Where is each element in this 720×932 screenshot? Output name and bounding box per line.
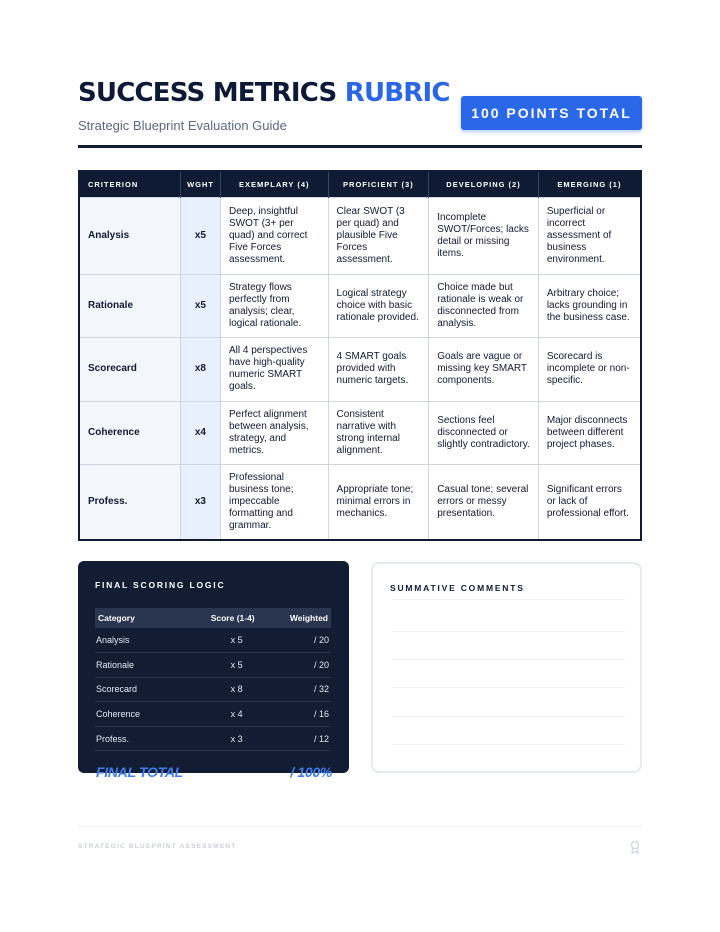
developing-cell: Sections feel disconnected or slightly contradictory.: [429, 401, 539, 464]
column-header: EXEMPLARY (4): [221, 171, 329, 197]
table-row: [79, 274, 641, 337]
proficient-cell: Clear SWOT (3 per quad) and plausible Five Forces assessment.: [328, 197, 429, 274]
comment-line: [392, 744, 625, 745]
criterion-cell: Rationale: [79, 274, 181, 337]
comment-line: [392, 599, 625, 600]
criterion-cell: Profess.: [79, 464, 181, 540]
category-cell: Analysis: [95, 628, 174, 653]
column-header: DEVELOPING (2): [429, 171, 539, 197]
comment-line: [392, 659, 625, 660]
criterion-cell: Analysis: [79, 197, 181, 274]
comment-line: [392, 716, 625, 717]
score-cell: x 4: [174, 702, 258, 727]
weight-cell: x8: [181, 337, 221, 401]
category-cell: Coherence: [95, 702, 174, 727]
points-total-badge: 100 POINTS TOTAL: [461, 96, 642, 130]
footer-text: STRATEGIC BLUEPRINT ASSESSMENT: [78, 843, 237, 850]
developing-cell: Incomplete SWOT/Forces; lacks detail or missing items.: [429, 197, 539, 274]
comments-panel-title: SUMMATIVE COMMENTS: [390, 583, 525, 593]
footer-divider: [78, 826, 642, 827]
column-header: WGHT: [181, 171, 221, 197]
developing-cell: Choice made but rationale is weak or disconnected from analysis.: [429, 274, 539, 337]
criterion-cell: Scorecard: [79, 337, 181, 401]
comment-line: [392, 631, 625, 632]
final-total-label: FINAL TOTAL: [96, 764, 183, 780]
table-row: [95, 653, 331, 678]
scoring-table: [95, 608, 331, 751]
final-scoring-panel: [78, 561, 349, 780]
emerging-cell: Scorecard is incomplete or non-specific.: [538, 337, 641, 401]
title-main: SUCCESS METRICS: [78, 78, 337, 108]
emerging-cell: Arbitrary choice; lacks grounding in the business case.: [538, 274, 641, 337]
scoring-panel-title: FINAL SCORING LOGIC: [95, 580, 226, 590]
title-accent: RUBRIC: [344, 78, 450, 108]
final-total-value: / 100%: [290, 764, 332, 780]
developing-cell: Goals are vague or missing key SMART components.: [429, 337, 539, 401]
proficient-cell: Logical strategy choice with basic rationale provided.: [328, 274, 429, 337]
weight-cell: x3: [181, 464, 221, 540]
rubric-header-row: [79, 171, 641, 197]
table-row: [79, 337, 641, 401]
weight-cell: x4: [181, 401, 221, 464]
weighted-cell: / 20: [259, 628, 331, 653]
weighted-cell: / 12: [259, 726, 331, 751]
header-divider: [78, 145, 642, 148]
table-row: [95, 628, 331, 653]
scoring-header-row: [95, 608, 331, 628]
table-row: [95, 726, 331, 751]
score-cell: x 3: [174, 726, 258, 751]
score-cell: x 5: [174, 628, 258, 653]
rubric-table: [78, 170, 642, 541]
exemplary-cell: Strategy flows perfectly from analysis; clear, logical rationale.: [221, 274, 329, 337]
table-row: [95, 702, 331, 727]
comment-line: [392, 687, 625, 688]
proficient-cell: 4 SMART goals provided with numeric targets.: [328, 337, 429, 401]
developing-cell: Casual tone; several errors or messy presentation.: [429, 464, 539, 540]
table-row: [79, 197, 641, 274]
emerging-cell: Significant errors or lack of professional effort.: [538, 464, 641, 540]
page-subtitle: Strategic Blueprint Evaluation Guide: [78, 118, 287, 133]
exemplary-cell: Perfect alignment between analysis, strategy, and metrics.: [221, 401, 329, 464]
score-cell: x 5: [174, 653, 258, 678]
weighted-cell: / 32: [259, 677, 331, 702]
score-cell: x 8: [174, 677, 258, 702]
exemplary-cell: Deep, insightful SWOT (3+ per quad) and correct Five Forces assessment.: [221, 197, 329, 274]
scoring-column-header: Weighted: [259, 608, 331, 628]
award-icon: [629, 840, 641, 854]
exemplary-cell: Professional business tone; impeccable formatting and grammar.: [221, 464, 329, 540]
scoring-column-header: Score (1-4): [174, 608, 258, 628]
column-header: CRITERION: [79, 171, 181, 197]
exemplary-cell: All 4 perspectives have high-quality numeric SMART goals.: [221, 337, 329, 401]
criterion-cell: Coherence: [79, 401, 181, 464]
table-row: [95, 677, 331, 702]
emerging-cell: Superficial or incorrect assessment of business environment.: [538, 197, 641, 274]
weighted-cell: / 20: [259, 653, 331, 678]
weight-cell: x5: [181, 197, 221, 274]
weighted-cell: / 16: [259, 702, 331, 727]
final-total-row: [96, 764, 332, 780]
column-header: PROFICIENT (3): [328, 171, 429, 197]
category-cell: Rationale: [95, 653, 174, 678]
summative-comments-panel: [371, 562, 642, 773]
emerging-cell: Major disconnects between different project phases.: [538, 401, 641, 464]
category-cell: Scorecard: [95, 677, 174, 702]
scoring-column-header: Category: [95, 608, 174, 628]
table-row: [79, 464, 641, 540]
column-header: EMERGING (1): [538, 171, 641, 197]
proficient-cell: Consistent narrative with strong internal alignment.: [328, 401, 429, 464]
category-cell: Profess.: [95, 726, 174, 751]
weight-cell: x5: [181, 274, 221, 337]
proficient-cell: Appropriate tone; minimal errors in mechanics.: [328, 464, 429, 540]
table-row: [79, 401, 641, 464]
